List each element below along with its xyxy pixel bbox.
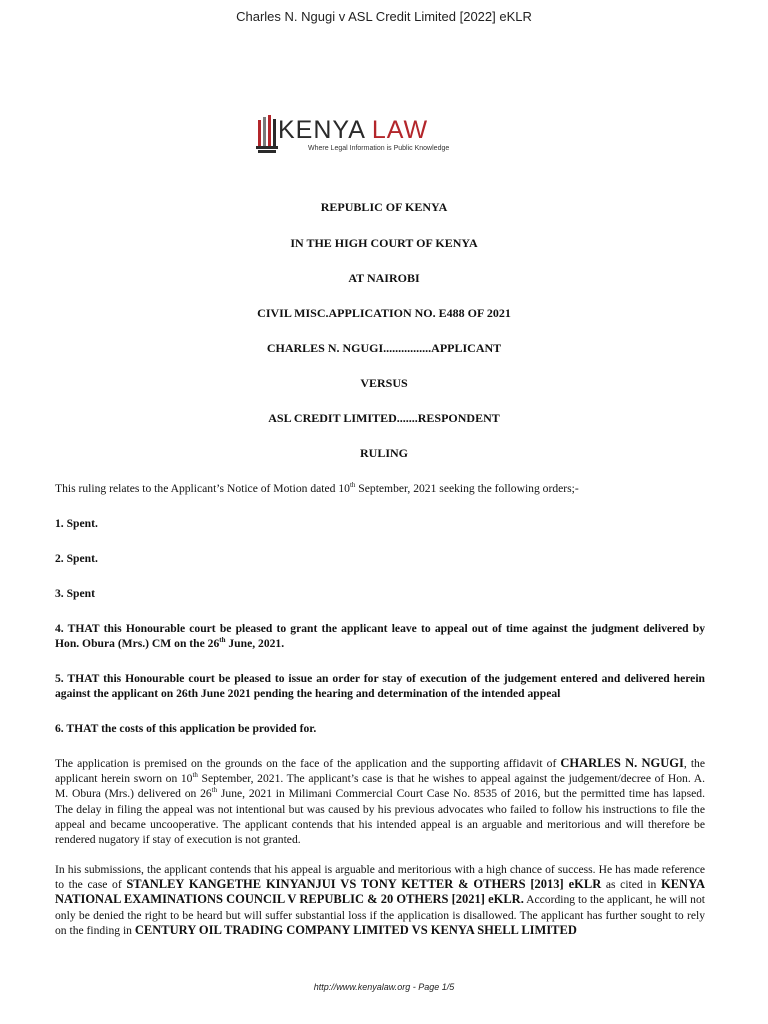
body-paragraph-1 [55,756,705,847]
para1-sup1: th [192,771,198,780]
para1-text-a: The application is premised on the grounds on the face of the application and the supporting affidavit of [55,757,561,770]
intro-paragraph [55,481,705,496]
order-1: 1. Spent. [55,517,98,530]
body-paragraph-2 [55,862,705,938]
caption-case-number: CIVIL MISC.APPLICATION NO. E488 OF 2021 [257,306,511,320]
intro-text-b: September, 2021 seeking the following orders;- [355,482,579,495]
case-citation-1: STANLEY KANGETHE KINYANJUI VS TONY KETTER & OTHERS [2013] eKLR [126,877,602,892]
para1-sup2: th [211,786,218,795]
caption-republic: REPUBLIC OF KENYA [320,200,448,214]
para2-text-b: as cited in [601,878,661,892]
intro-text-a: This ruling relates to the Applicant’s Notice of Motion dated 10 [55,482,350,495]
para1-text-d: June, 2021 in Milimani Commercial Court Case No. 8535 of 2016, but the permitted time has lapsed. The delay in filing the appeal was not intentional but was caused by his previous advocates who failed to follow his instructions to file the appeal and became uncooperative. The applicant contends that his intended appeal is an arguable and meritorious and will therefore be rendered nugatory if stay of execution is not granted. [55,787,705,847]
logo-law: LAW [371,116,429,144]
order-3: 3. Spent [55,587,95,600]
intro-sup: th [349,481,356,490]
pillars-icon [256,114,278,154]
logo-wordmark [278,116,428,145]
case-citation-2: KENYA NATIONAL EXAMINATIONS COUNCIL V REPUBLIC & 20 OTHERS [2021] eKLR. [55,877,705,907]
kenya-law-logo [256,114,466,160]
logo-tagline: Where Legal Information is Public Knowledge [308,145,450,152]
order-4-text-b: June, 2021. [225,637,285,651]
caption-court: IN THE HIGH COURT OF KENYA [290,236,478,250]
order-4 [55,621,705,651]
caption-respondent: ASL CREDIT LIMITED.......RESPONDENT [268,411,500,425]
order-6: 6. THAT the costs of this application be provided for. [55,722,317,735]
order-2: 2. Spent. [55,552,98,565]
caption-applicant: CHARLES N. NGUGI................APPLICANT [266,341,502,355]
caption-ruling: RULING [359,446,408,460]
para1-text-b: , the applicant herein sworn on 10 [55,757,705,786]
para2-text-c: According to the applicant, he will not only be denied the right to be heard but will suffer substantial loss if the application is disallowed. The applicant has further sought to rely on the finding in [55,893,705,937]
para2-text-a: In his submissions, the applicant contends that his appeal is arguable and meritorious with a high chance of success. He has made reference to the case of [55,863,705,892]
case-citation-3: CENTURY OIL TRADING COMPANY LIMITED VS KENYA SHELL LIMITED [134,922,577,937]
applicant-name: CHARLES N. NGUGI [560,756,684,770]
caption-versus: VERSUS [360,376,408,390]
page-footer: http://www.kenyalaw.org - Page 1/5 [313,982,455,992]
logo-kenya: KENYA [278,116,366,144]
order-4-sup: th [219,636,226,645]
caption-location: AT NAIROBI [348,271,420,285]
para1-text-c: September, 2021. The applicant’s case is that he wishes to appeal against the judgement/decree of Hon. A. M. Obura (Mrs.) delivered on 26 [55,772,705,801]
document-title: Charles N. Ngugi v ASL Credit Limited [2022] eKLR [236,9,532,24]
order-5: 5. THAT this Honourable court be pleased to issue an order for stay of execution of the judgement entered and delivered herein against the applicant on 26th June 2021 pending the hearing and determination of the intended appeal [55,672,705,701]
order-4-text-a: 4. THAT this Honourable court be pleased to grant the applicant leave to appeal out of time against the judgment delivered by Hon. Obura (Mrs.) CM on the 26 [55,622,705,651]
